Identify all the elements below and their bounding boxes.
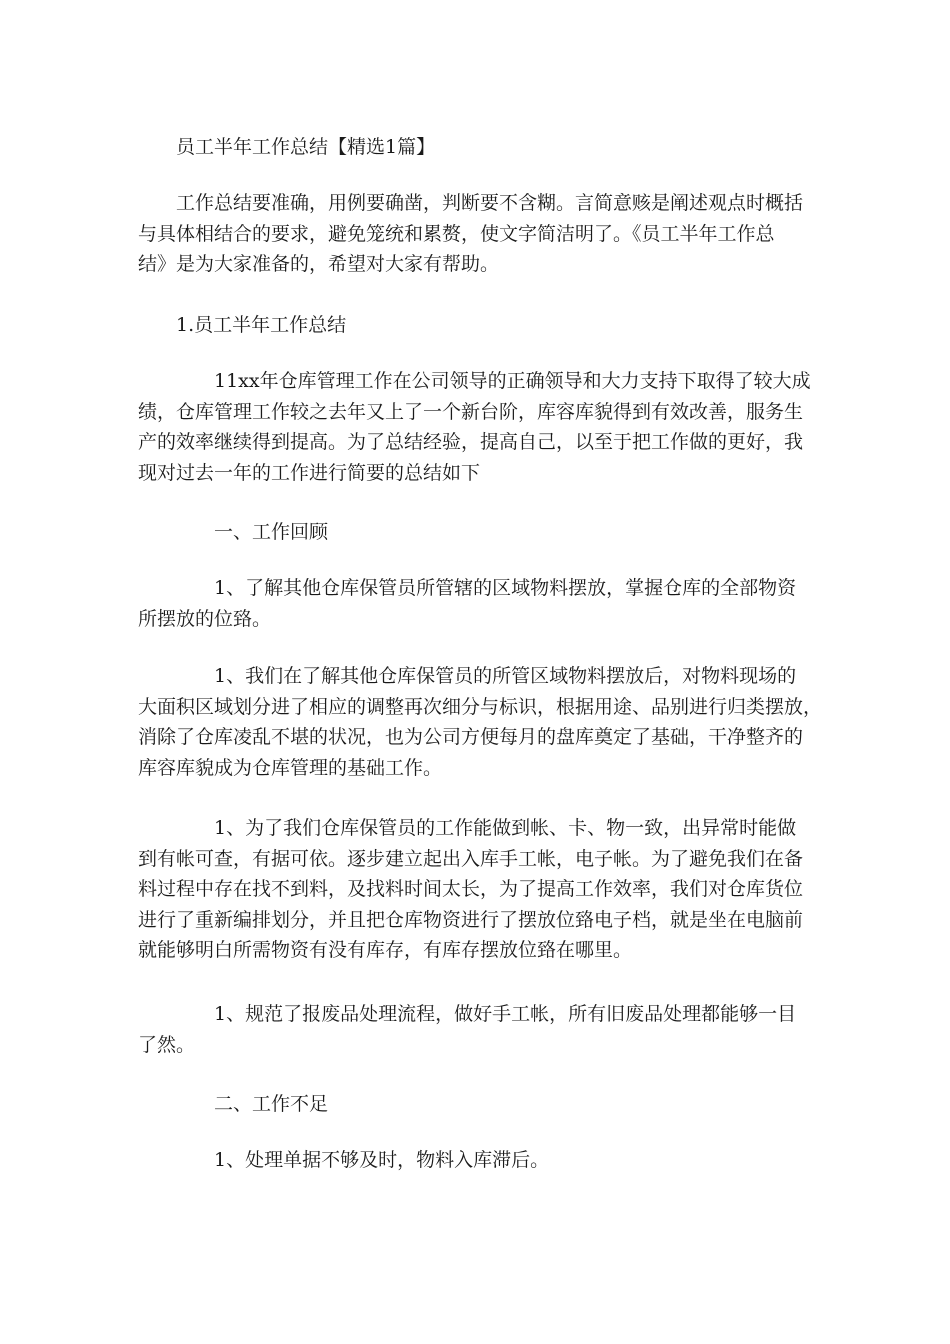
text-line: 到有帐可查，有据可依。逐步建立起出入库手工帐，电子帐。为了避免我们在备 [138, 847, 804, 870]
item2-paragraph [138, 661, 823, 783]
text-line: 11xx年仓库管理工作在公司领导的正确领导和大力支持下取得了较大成 [214, 370, 811, 392]
text-line: 1、为了我们仓库保管员的工作能做到帐、卡、物一致，出异常时能做 [214, 817, 797, 839]
text-line: 1、处理单据不够及时，物料入库滞后。 [214, 1149, 550, 1171]
text-line: 绩，仓库管理工作较之去年又上了一个新台阶，库容库貌得到有效改善，服务生 [138, 400, 804, 423]
document-title [138, 132, 818, 163]
text-line: 1、了解其他仓库保管员所管辖的区域物料摆放，掌握仓库的全部物资 [214, 577, 797, 599]
section-heading [138, 310, 818, 341]
item5-paragraph [138, 1145, 818, 1176]
heading-line: 1.员工半年工作总结 [176, 314, 347, 336]
text-line: 现对过去一年的工作进行简要的总结如下 [138, 461, 481, 484]
item3-paragraph [138, 813, 818, 966]
text-line: 就能够明白所需物资有没有库存，有库存摆放位臵在哪里。 [138, 939, 633, 961]
item1-paragraph [138, 573, 818, 634]
intro-paragraph [138, 188, 818, 280]
part2-heading [138, 1089, 818, 1120]
heading-line: 二、工作不足 [214, 1093, 329, 1115]
text-line: 产的效率继续得到提高。为了总结经验，提高自己，以至于把工作做的更好，我 [138, 431, 804, 453]
part1-heading [138, 517, 818, 548]
text-line: 大面积区域划分进了相应的调整再次细分与标识，根据用途、品别进行归类摆放， [138, 695, 823, 718]
heading-line: 一、工作回顾 [214, 521, 329, 543]
text-line: 1、规范了报废品处理流程，做好手工帐，所有旧废品处理都能够一目 [214, 1003, 797, 1025]
opening-paragraph [138, 366, 818, 488]
text-line: 结》是为大家准备的，希望对大家有帮助。 [138, 253, 500, 275]
text-line: 了然。 [138, 1033, 196, 1056]
text-line: 进行了重新编排划分，并且把仓库物资进行了摆放位臵电子档，就是坐在电脑前 [138, 908, 804, 931]
text-line: 与具体相结合的要求，避免笼统和累赘，使文字简洁明了。《员工半年工作总 [138, 222, 775, 245]
item4-paragraph [138, 999, 818, 1060]
text-line: 消除了仓库凌乱不堪的状况，也为公司方便每月的盘库奠定了基础，干净整齐的 [138, 726, 804, 748]
text-line: 料过程中存在找不到料，及找料时间太长，为了提高工作效率，我们对仓库货位 [138, 878, 804, 900]
text-line: 工作总结要准确，用例要确凿，判断要不含糊。言简意赅是阐述观点时概括 [176, 192, 804, 214]
text-line: 1、我们在了解其他仓库保管员的所管区域物料摆放后，对物料现场的 [214, 665, 797, 687]
title-line: 员工半年工作总结【精选1篇】 [176, 136, 436, 158]
text-line: 库容库貌成为仓库管理的基础工作。 [138, 756, 443, 779]
text-line: 所摆放的位臵。 [138, 607, 272, 630]
